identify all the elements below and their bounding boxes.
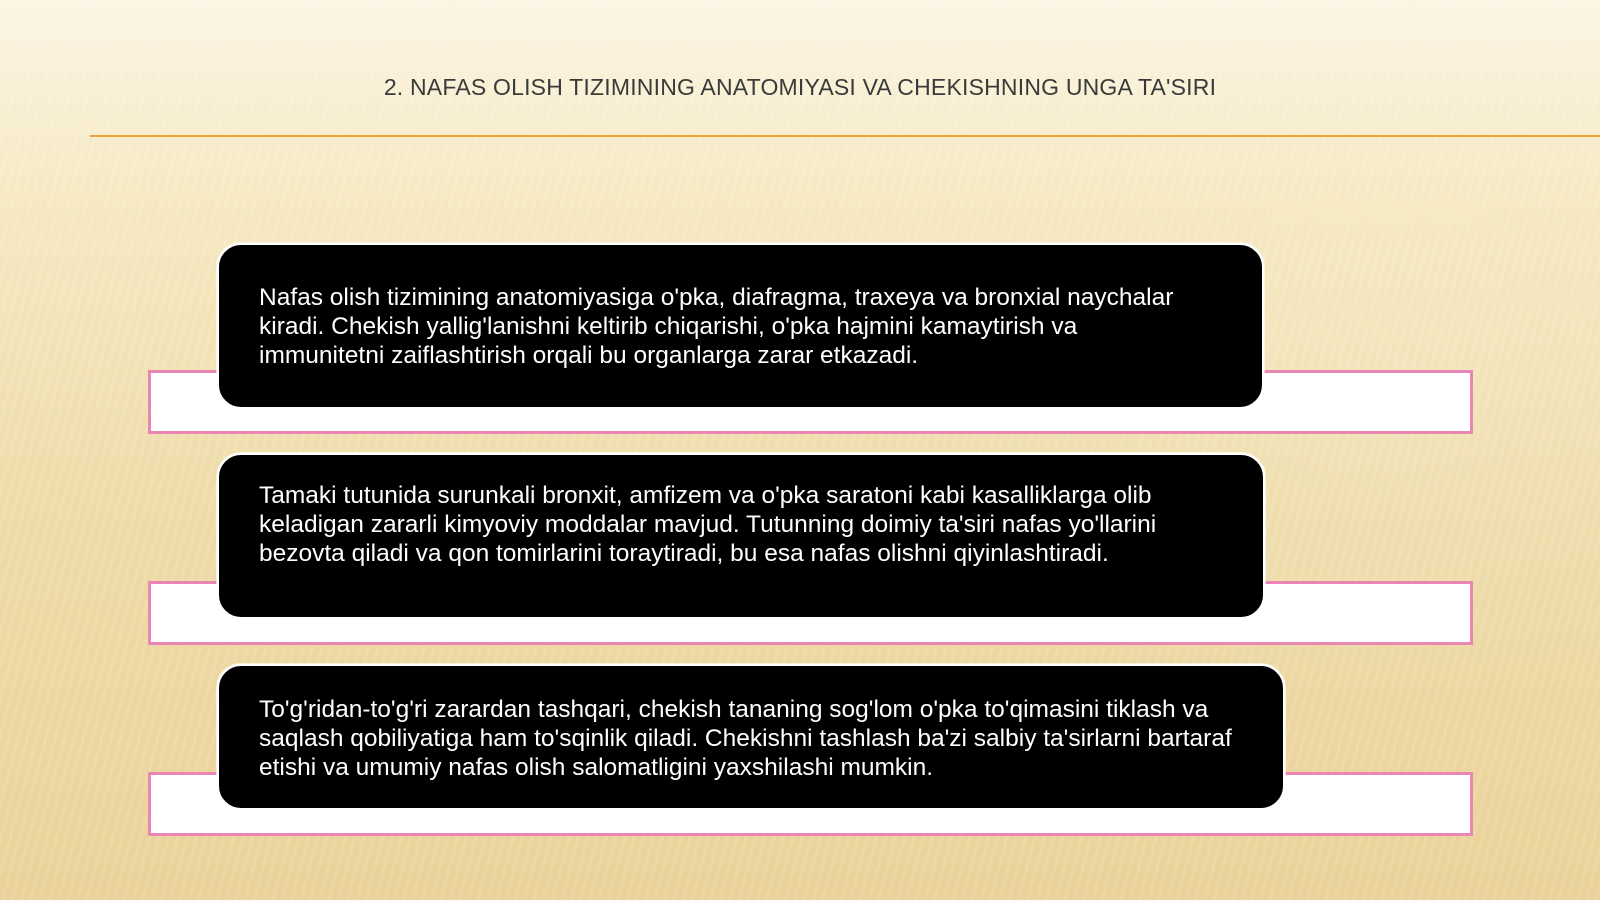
item-text: Nafas olish tizimining anatomiyasiga o'pka, diafragma, traxeya va bronxial naychalar kiradi. Chekish yallig'lanishni keltirib chiqarishi, o'pka hajmini kamaytirish va immunitetni zaiflashtirish orqali bu organlarga zarar etkazadi. <box>259 284 1174 369</box>
item-text: To'g'ridan-to'g'ri zarardan tashqari, chekish tananing sog'lom o'pka to'qimasini tiklash va saqlash qobiliyatiga ham to'sqinlik qiladi. Chekishni tashlash ba'zi salbiy ta'sirlarni bartaraf etishi va umumiy nafas olish salomatligini yaxshilashi mumkin. <box>259 696 1232 781</box>
item-card <box>217 664 1285 810</box>
item-card <box>217 453 1265 619</box>
slide-title: 2. NAFAS OLISH TIZIMINING ANATOMIYASI VA CHEKISHNING UNGA TA'SIRI <box>383 74 1217 100</box>
title-divider <box>90 135 1600 137</box>
item-card <box>217 243 1264 409</box>
item-text: Tamaki tutunida surunkali bronxit, amfizem va o'pka saratoni kabi kasalliklarga olib keladigan zararli kimyoviy moddalar mavjud. Tutunning doimiy ta'siri nafas yo'llarini bezovta qiladi va qon tomirlarini toraytiradi, bu esa nafas olishni qiyinlashtiradi. <box>259 482 1157 567</box>
